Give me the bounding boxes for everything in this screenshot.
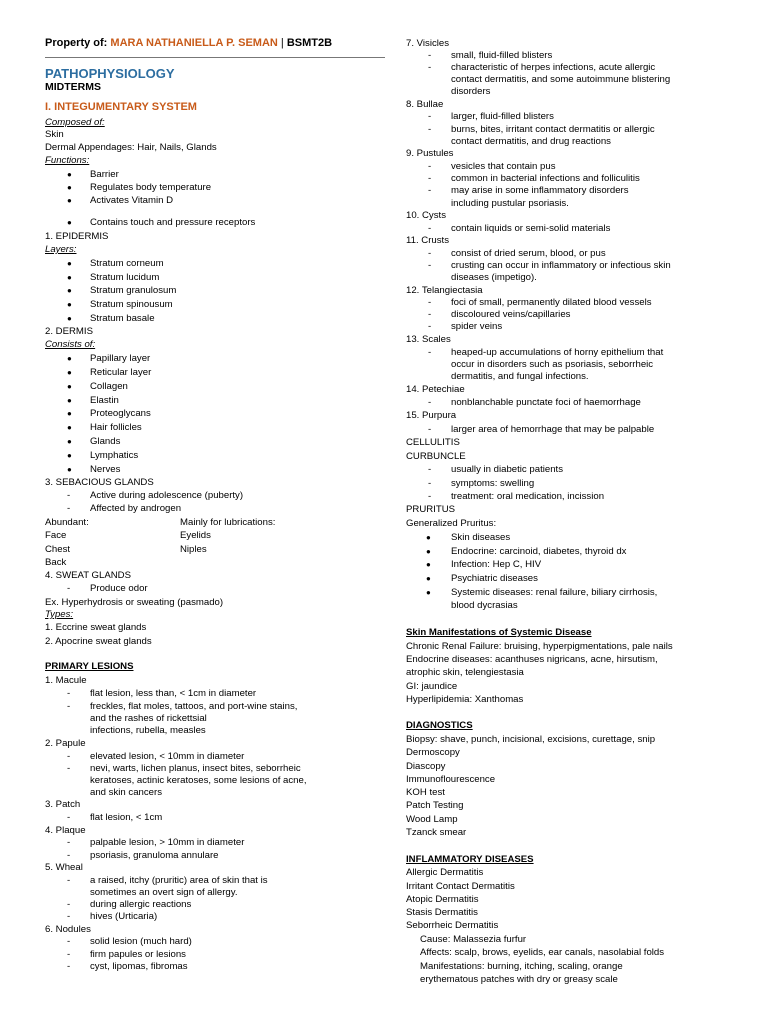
item-text: Stratum lucidum bbox=[90, 272, 160, 283]
list-item bbox=[67, 395, 119, 407]
item-text: discoloured veins/capillaries bbox=[451, 309, 571, 320]
dash-icon: - bbox=[67, 961, 71, 972]
dash-icon: - bbox=[67, 751, 71, 762]
bullet-icon: ● bbox=[67, 286, 72, 295]
subheading: 14. Petechiae bbox=[406, 384, 465, 395]
list-item bbox=[428, 248, 606, 260]
bullet-icon: ● bbox=[67, 382, 72, 391]
text-line: Dermoscopy bbox=[406, 747, 460, 758]
text-line: erythematous patches with dry or greasy scale bbox=[420, 974, 618, 985]
dash-icon: - bbox=[67, 583, 71, 594]
list-item bbox=[67, 450, 138, 462]
item-text: consist of dried serum, blood, or pus bbox=[451, 248, 606, 259]
bullet-icon: ● bbox=[67, 170, 72, 179]
item-text: during allergic reactions bbox=[90, 899, 192, 910]
item-text: Active during adolescence (puberty) bbox=[90, 490, 244, 501]
list-item bbox=[67, 850, 219, 862]
item-text: Glands bbox=[90, 436, 121, 447]
subheading: 11. Crusts bbox=[406, 235, 450, 246]
item-text: spider veins bbox=[451, 321, 503, 332]
item-text: heaped-up accumulations of horny epithelium that bbox=[451, 347, 664, 358]
list-item bbox=[426, 546, 626, 558]
item-text: Hair follicles bbox=[90, 422, 142, 433]
list-item bbox=[67, 503, 181, 515]
bullet-icon: ● bbox=[426, 574, 431, 583]
header-line bbox=[45, 37, 332, 49]
dash-icon: - bbox=[428, 185, 432, 196]
item-text: Stratum granulosum bbox=[90, 285, 177, 296]
page-subtitle: MIDTERMS bbox=[45, 81, 101, 93]
text-line: Face bbox=[45, 530, 67, 541]
continuation-line: diseases (impetigo). bbox=[451, 272, 537, 283]
item-text: Affected by androgen bbox=[90, 503, 182, 514]
text-line: Chronic Renal Failure: bruising, hyperpigmentations, pale nails bbox=[406, 641, 673, 652]
subheading: 2. Papule bbox=[45, 738, 86, 749]
text-line: Ex. Hyperhydrosis or sweating (pasmado) bbox=[45, 597, 224, 608]
layers-label: Layers: bbox=[45, 244, 77, 255]
item-text: larger area of hemorrhage that may be palpable bbox=[451, 424, 655, 435]
item-text: symptoms: swelling bbox=[451, 478, 535, 489]
text-line: 2. Apocrine sweat glands bbox=[45, 636, 152, 647]
bullet-icon: ● bbox=[426, 533, 431, 542]
item-text: usually in diabetic patients bbox=[451, 464, 563, 475]
list-item bbox=[67, 272, 159, 284]
item-text: freckles, flat moles, tattoos, and port-wine stains, bbox=[90, 701, 298, 712]
item-text: Barrier bbox=[90, 169, 119, 180]
list-item bbox=[428, 223, 610, 235]
header-separator: | bbox=[280, 37, 284, 49]
text-line: Seborrheic Dermatitis bbox=[406, 920, 499, 931]
list-item bbox=[67, 490, 243, 502]
list-item bbox=[428, 124, 655, 136]
dash-icon: - bbox=[428, 424, 432, 435]
dash-icon: - bbox=[428, 248, 432, 259]
item-text: Elastin bbox=[90, 395, 119, 406]
continuation-line: disorders bbox=[451, 86, 491, 97]
course-code: BSMT2B bbox=[286, 37, 333, 49]
continuation-line: occur in disorders such as psoriasis, seborrheic bbox=[451, 359, 654, 370]
list-item bbox=[67, 367, 151, 379]
dash-icon: - bbox=[67, 850, 71, 861]
skin-manifestations-heading: Skin Manifestations of Systemic Disease bbox=[406, 627, 592, 638]
text-line: Cause: Malassezia furfur bbox=[420, 934, 527, 945]
item-text: Proteoglycans bbox=[90, 408, 151, 419]
subheading: 3. Patch bbox=[45, 799, 81, 810]
item-text: Psychiatric diseases bbox=[451, 573, 538, 584]
subheading: 15. Purpura bbox=[406, 410, 457, 421]
continuation-line: keratoses, actinic keratoses, some lesions of acne, bbox=[90, 775, 307, 786]
dash-icon: - bbox=[67, 949, 71, 960]
item-text: Stratum basale bbox=[90, 313, 155, 324]
subheading: CURBUNCLE bbox=[406, 451, 466, 462]
item-text: Stratum spinousum bbox=[90, 299, 173, 310]
dash-icon: - bbox=[428, 309, 432, 320]
item-text: a raised, itchy (pruritic) area of skin that is bbox=[90, 875, 268, 886]
dash-icon: - bbox=[67, 763, 71, 774]
item-text: burns, bites, irritant contact dermatitis or allergic bbox=[451, 124, 655, 135]
dash-icon: - bbox=[67, 688, 71, 699]
functions-label: Functions: bbox=[45, 155, 90, 166]
item-text: nonblanchable punctate foci of haemorrhage bbox=[451, 397, 641, 408]
item-text: Stratum corneum bbox=[90, 258, 164, 269]
text-line: Immunoflourescence bbox=[406, 774, 496, 785]
text-line: Wood Lamp bbox=[406, 814, 458, 825]
list-item bbox=[67, 182, 211, 194]
list-item bbox=[428, 50, 552, 62]
list-item bbox=[428, 397, 641, 409]
text-line: Irritant Contact Dermatitis bbox=[406, 881, 515, 892]
list-item bbox=[67, 408, 151, 420]
text-line: Patch Testing bbox=[406, 800, 464, 811]
continuation-line: including pustular psoriasis. bbox=[451, 198, 569, 209]
list-item bbox=[67, 949, 186, 961]
list-item bbox=[428, 491, 604, 503]
item-text: vesicles that contain pus bbox=[451, 161, 556, 172]
bullet-icon: ● bbox=[67, 300, 72, 309]
list-item bbox=[67, 763, 301, 775]
list-item bbox=[426, 587, 657, 599]
text-line: GI: jaundice bbox=[406, 681, 458, 692]
bullet-icon: ● bbox=[67, 314, 72, 323]
continuation-line: infections, rubella, measles bbox=[90, 725, 206, 736]
item-text: Produce odor bbox=[90, 583, 148, 594]
list-item bbox=[428, 321, 502, 333]
subheading: 10. Cysts bbox=[406, 210, 446, 221]
text-line: Niples bbox=[180, 544, 207, 555]
list-item bbox=[428, 173, 640, 185]
text-line: Generalized Pruritus: bbox=[406, 518, 497, 529]
list-item bbox=[67, 258, 164, 270]
subheading: 3. SEBACIOUS GLANDS bbox=[45, 477, 154, 488]
bullet-icon: ● bbox=[67, 196, 72, 205]
list-item bbox=[428, 62, 655, 74]
dash-icon: - bbox=[428, 397, 432, 408]
text-line: Diascopy bbox=[406, 761, 446, 772]
item-text: flat lesion, less than, < 1cm in diameter bbox=[90, 688, 257, 699]
list-item bbox=[428, 309, 570, 321]
text-line: atrophic skin, telengiestasia bbox=[406, 667, 524, 678]
list-item bbox=[67, 688, 256, 700]
item-text: Lymphatics bbox=[90, 450, 139, 461]
subheading: 9. Pustules bbox=[406, 148, 454, 159]
dash-icon: - bbox=[67, 875, 71, 886]
subheading: CELLULITIS bbox=[406, 437, 460, 448]
continuation-line: contact dermatitis, and drug reactions bbox=[451, 136, 611, 147]
item-text: crusting can occur in inflammatory or infectious skin bbox=[451, 260, 671, 271]
text-line: Atopic Dermatitis bbox=[406, 894, 479, 905]
list-item bbox=[428, 464, 563, 476]
text-line: Skin bbox=[45, 129, 64, 140]
subheading: 7. Visicles bbox=[406, 38, 450, 49]
item-text: Activates Vitamin D bbox=[90, 195, 173, 206]
section-heading: I. INTEGUMENTARY SYSTEM bbox=[45, 101, 197, 113]
continuation-line: dermatitis, and fungal infections. bbox=[451, 371, 589, 382]
list-item bbox=[67, 961, 188, 973]
list-item bbox=[67, 701, 297, 713]
types-label: Types: bbox=[45, 609, 74, 620]
item-text: foci of small, permanently dilated blood vessels bbox=[451, 297, 652, 308]
list-item bbox=[67, 217, 255, 229]
continuation-line: contact dermatitis, and some autoimmune blistering bbox=[451, 74, 671, 85]
dash-icon: - bbox=[67, 837, 71, 848]
header-divider bbox=[45, 57, 385, 58]
dash-icon: - bbox=[67, 503, 71, 514]
dash-icon: - bbox=[428, 464, 432, 475]
text-line: Manifestations: burning, itching, scaling, orange bbox=[420, 961, 623, 972]
subheading: 8. Bullae bbox=[406, 99, 444, 110]
dash-icon: - bbox=[428, 223, 432, 234]
item-text: Systemic diseases: renal failure, biliary cirrhosis, bbox=[451, 587, 658, 598]
list-item bbox=[426, 573, 538, 585]
property-label: Property of: bbox=[45, 37, 108, 49]
dash-icon: - bbox=[428, 478, 432, 489]
dash-icon: - bbox=[428, 50, 432, 61]
list-item bbox=[67, 381, 128, 393]
bullet-icon: ● bbox=[67, 409, 72, 418]
list-item bbox=[67, 583, 148, 595]
list-item bbox=[67, 169, 119, 181]
list-item bbox=[67, 313, 155, 325]
list-item bbox=[428, 424, 654, 436]
item-text: Nerves bbox=[90, 464, 121, 475]
continuation-line: blood dycrasias bbox=[451, 600, 518, 611]
text-line: Eyelids bbox=[180, 530, 211, 541]
subheading: 4. Plaque bbox=[45, 825, 86, 836]
list-item bbox=[428, 478, 534, 490]
item-text: Collagen bbox=[90, 381, 128, 392]
text-line: Dermal Appendages: Hair, Nails, Glands bbox=[45, 142, 217, 153]
list-item bbox=[67, 911, 157, 923]
item-text: Skin diseases bbox=[451, 532, 511, 543]
list-item bbox=[67, 422, 142, 434]
list-item bbox=[67, 436, 120, 448]
bullet-icon: ● bbox=[426, 560, 431, 569]
bullet-icon: ● bbox=[67, 368, 72, 377]
item-text: characteristic of herpes infections, acute allergic bbox=[451, 62, 656, 73]
subheading: PRURITUS bbox=[406, 504, 456, 515]
bullet-icon: ● bbox=[67, 273, 72, 282]
item-text: flat lesion, < 1cm bbox=[90, 812, 163, 823]
subheading: 2. DERMIS bbox=[45, 326, 93, 337]
list-item bbox=[67, 812, 162, 824]
text-line: 1. Eccrine sweat glands bbox=[45, 622, 147, 633]
dash-icon: - bbox=[428, 321, 432, 332]
text-line: Chest bbox=[45, 544, 71, 555]
text-line: KOH test bbox=[406, 787, 445, 798]
inflammatory-diseases-heading: INFLAMMATORY DISEASES bbox=[406, 854, 534, 865]
dash-icon: - bbox=[428, 173, 432, 184]
bullet-icon: ● bbox=[67, 354, 72, 363]
dash-icon: - bbox=[428, 161, 432, 172]
list-item bbox=[67, 936, 192, 948]
item-text: nevi, warts, lichen planus, insect bites, seborrheic bbox=[90, 763, 301, 774]
text-line: Hyperlipidemia: Xanthomas bbox=[406, 694, 524, 705]
subheading: 1. Macule bbox=[45, 675, 87, 686]
list-item bbox=[67, 353, 150, 365]
dash-icon: - bbox=[428, 297, 432, 308]
item-text: common in bacterial infections and folliculitis bbox=[451, 173, 640, 184]
list-item bbox=[67, 285, 176, 297]
subheading: 6. Nodules bbox=[45, 924, 91, 935]
dash-icon: - bbox=[428, 62, 432, 73]
page-title: PATHOPHYSIOLOGY bbox=[45, 66, 175, 81]
item-text: Contains touch and pressure receptors bbox=[90, 217, 256, 228]
subheading: 4. SWEAT GLANDS bbox=[45, 570, 132, 581]
list-item bbox=[428, 347, 663, 359]
text-line: Affects: scalp, brows, eyelids, ear canals, nasolabial folds bbox=[420, 947, 665, 958]
dash-icon: - bbox=[428, 347, 432, 358]
item-text: small, fluid-filled blisters bbox=[451, 50, 553, 61]
bullet-icon: ● bbox=[67, 218, 72, 227]
list-item bbox=[67, 875, 268, 887]
bullet-icon: ● bbox=[426, 547, 431, 556]
dash-icon: - bbox=[428, 491, 432, 502]
item-text: treatment: oral medication, incission bbox=[451, 491, 605, 502]
list-item bbox=[426, 559, 541, 571]
dash-icon: - bbox=[67, 701, 71, 712]
bullet-icon: ● bbox=[67, 259, 72, 268]
dash-icon: - bbox=[67, 936, 71, 947]
consists-label: Consists of: bbox=[45, 339, 96, 350]
dash-icon: - bbox=[428, 111, 432, 122]
list-item bbox=[67, 751, 244, 763]
text-line: Allergic Dermatitis bbox=[406, 867, 484, 878]
item-text: firm papules or lesions bbox=[90, 949, 186, 960]
list-item bbox=[428, 260, 671, 272]
text-line: Back bbox=[45, 557, 67, 568]
item-text: contain liquids or semi-solid materials bbox=[451, 223, 611, 234]
item-text: elevated lesion, < 10mm in diameter bbox=[90, 751, 245, 762]
item-text: psoriasis, granuloma annulare bbox=[90, 850, 219, 861]
list-item bbox=[428, 161, 556, 173]
item-text: solid lesion (much hard) bbox=[90, 936, 192, 947]
list-item bbox=[67, 299, 173, 311]
item-text: larger, fluid-filled blisters bbox=[451, 111, 554, 122]
item-text: Infection: Hep C, HIV bbox=[451, 559, 542, 570]
item-text: Papillary layer bbox=[90, 353, 151, 364]
bullet-icon: ● bbox=[67, 396, 72, 405]
primary-lesions-heading: PRIMARY LESIONS bbox=[45, 661, 134, 672]
bullet-icon: ● bbox=[67, 423, 72, 432]
item-text: Endocrine: carcinoid, diabetes, thyroid dx bbox=[451, 546, 627, 557]
dash-icon: - bbox=[67, 911, 71, 922]
text-line: Abundant: bbox=[45, 517, 89, 528]
bullet-icon: ● bbox=[67, 465, 72, 474]
bullet-icon: ● bbox=[67, 451, 72, 460]
list-item bbox=[67, 837, 244, 849]
list-item bbox=[67, 464, 120, 476]
item-text: Regulates body temperature bbox=[90, 182, 212, 193]
owner-name: MARA NATHANIELLA P. SEMAN bbox=[110, 37, 278, 49]
dash-icon: - bbox=[67, 812, 71, 823]
subheading: 1. EPIDERMIS bbox=[45, 231, 109, 242]
text-line: Stasis Dermatitis bbox=[406, 907, 478, 918]
continuation-line: and skin cancers bbox=[90, 787, 162, 798]
item-text: hives (Urticaria) bbox=[90, 911, 158, 922]
dash-icon: - bbox=[67, 899, 71, 910]
bullet-icon: ● bbox=[67, 183, 72, 192]
text-line: Mainly for lubrications: bbox=[180, 517, 276, 528]
item-text: may arise in some inflammatory disorders bbox=[451, 185, 629, 196]
text-line: Biopsy: shave, punch, incisional, excisions, curettage, snip bbox=[406, 734, 656, 745]
item-text: palpable lesion, > 10mm in diameter bbox=[90, 837, 245, 848]
diagnostics-heading: DIAGNOSTICS bbox=[406, 720, 473, 731]
list-item bbox=[67, 195, 173, 207]
dash-icon: - bbox=[428, 124, 432, 135]
bullet-icon: ● bbox=[67, 437, 72, 446]
subheading: 12. Telangiectasia bbox=[406, 285, 483, 296]
continuation-line: and the rashes of rickettsial bbox=[90, 713, 207, 724]
item-text: Reticular layer bbox=[90, 367, 152, 378]
item-text: cyst, lipomas, fibromas bbox=[90, 961, 188, 972]
text-line: Tzanck smear bbox=[406, 827, 467, 838]
dash-icon: - bbox=[67, 490, 71, 501]
list-item bbox=[67, 899, 191, 911]
bullet-icon: ● bbox=[426, 588, 431, 597]
list-item bbox=[426, 532, 510, 544]
continuation-line: sometimes an overt sign of allergy. bbox=[90, 887, 238, 898]
composed-of-label: Composed of: bbox=[45, 117, 105, 128]
text-line: Endocrine diseases: acanthuses nigricans, acne, hirsutism, bbox=[406, 654, 658, 665]
list-item bbox=[428, 185, 629, 197]
list-item bbox=[428, 111, 554, 123]
dash-icon: - bbox=[428, 260, 432, 271]
list-item bbox=[428, 297, 652, 309]
subheading: 5. Wheal bbox=[45, 862, 83, 873]
subheading: 13. Scales bbox=[406, 334, 451, 345]
